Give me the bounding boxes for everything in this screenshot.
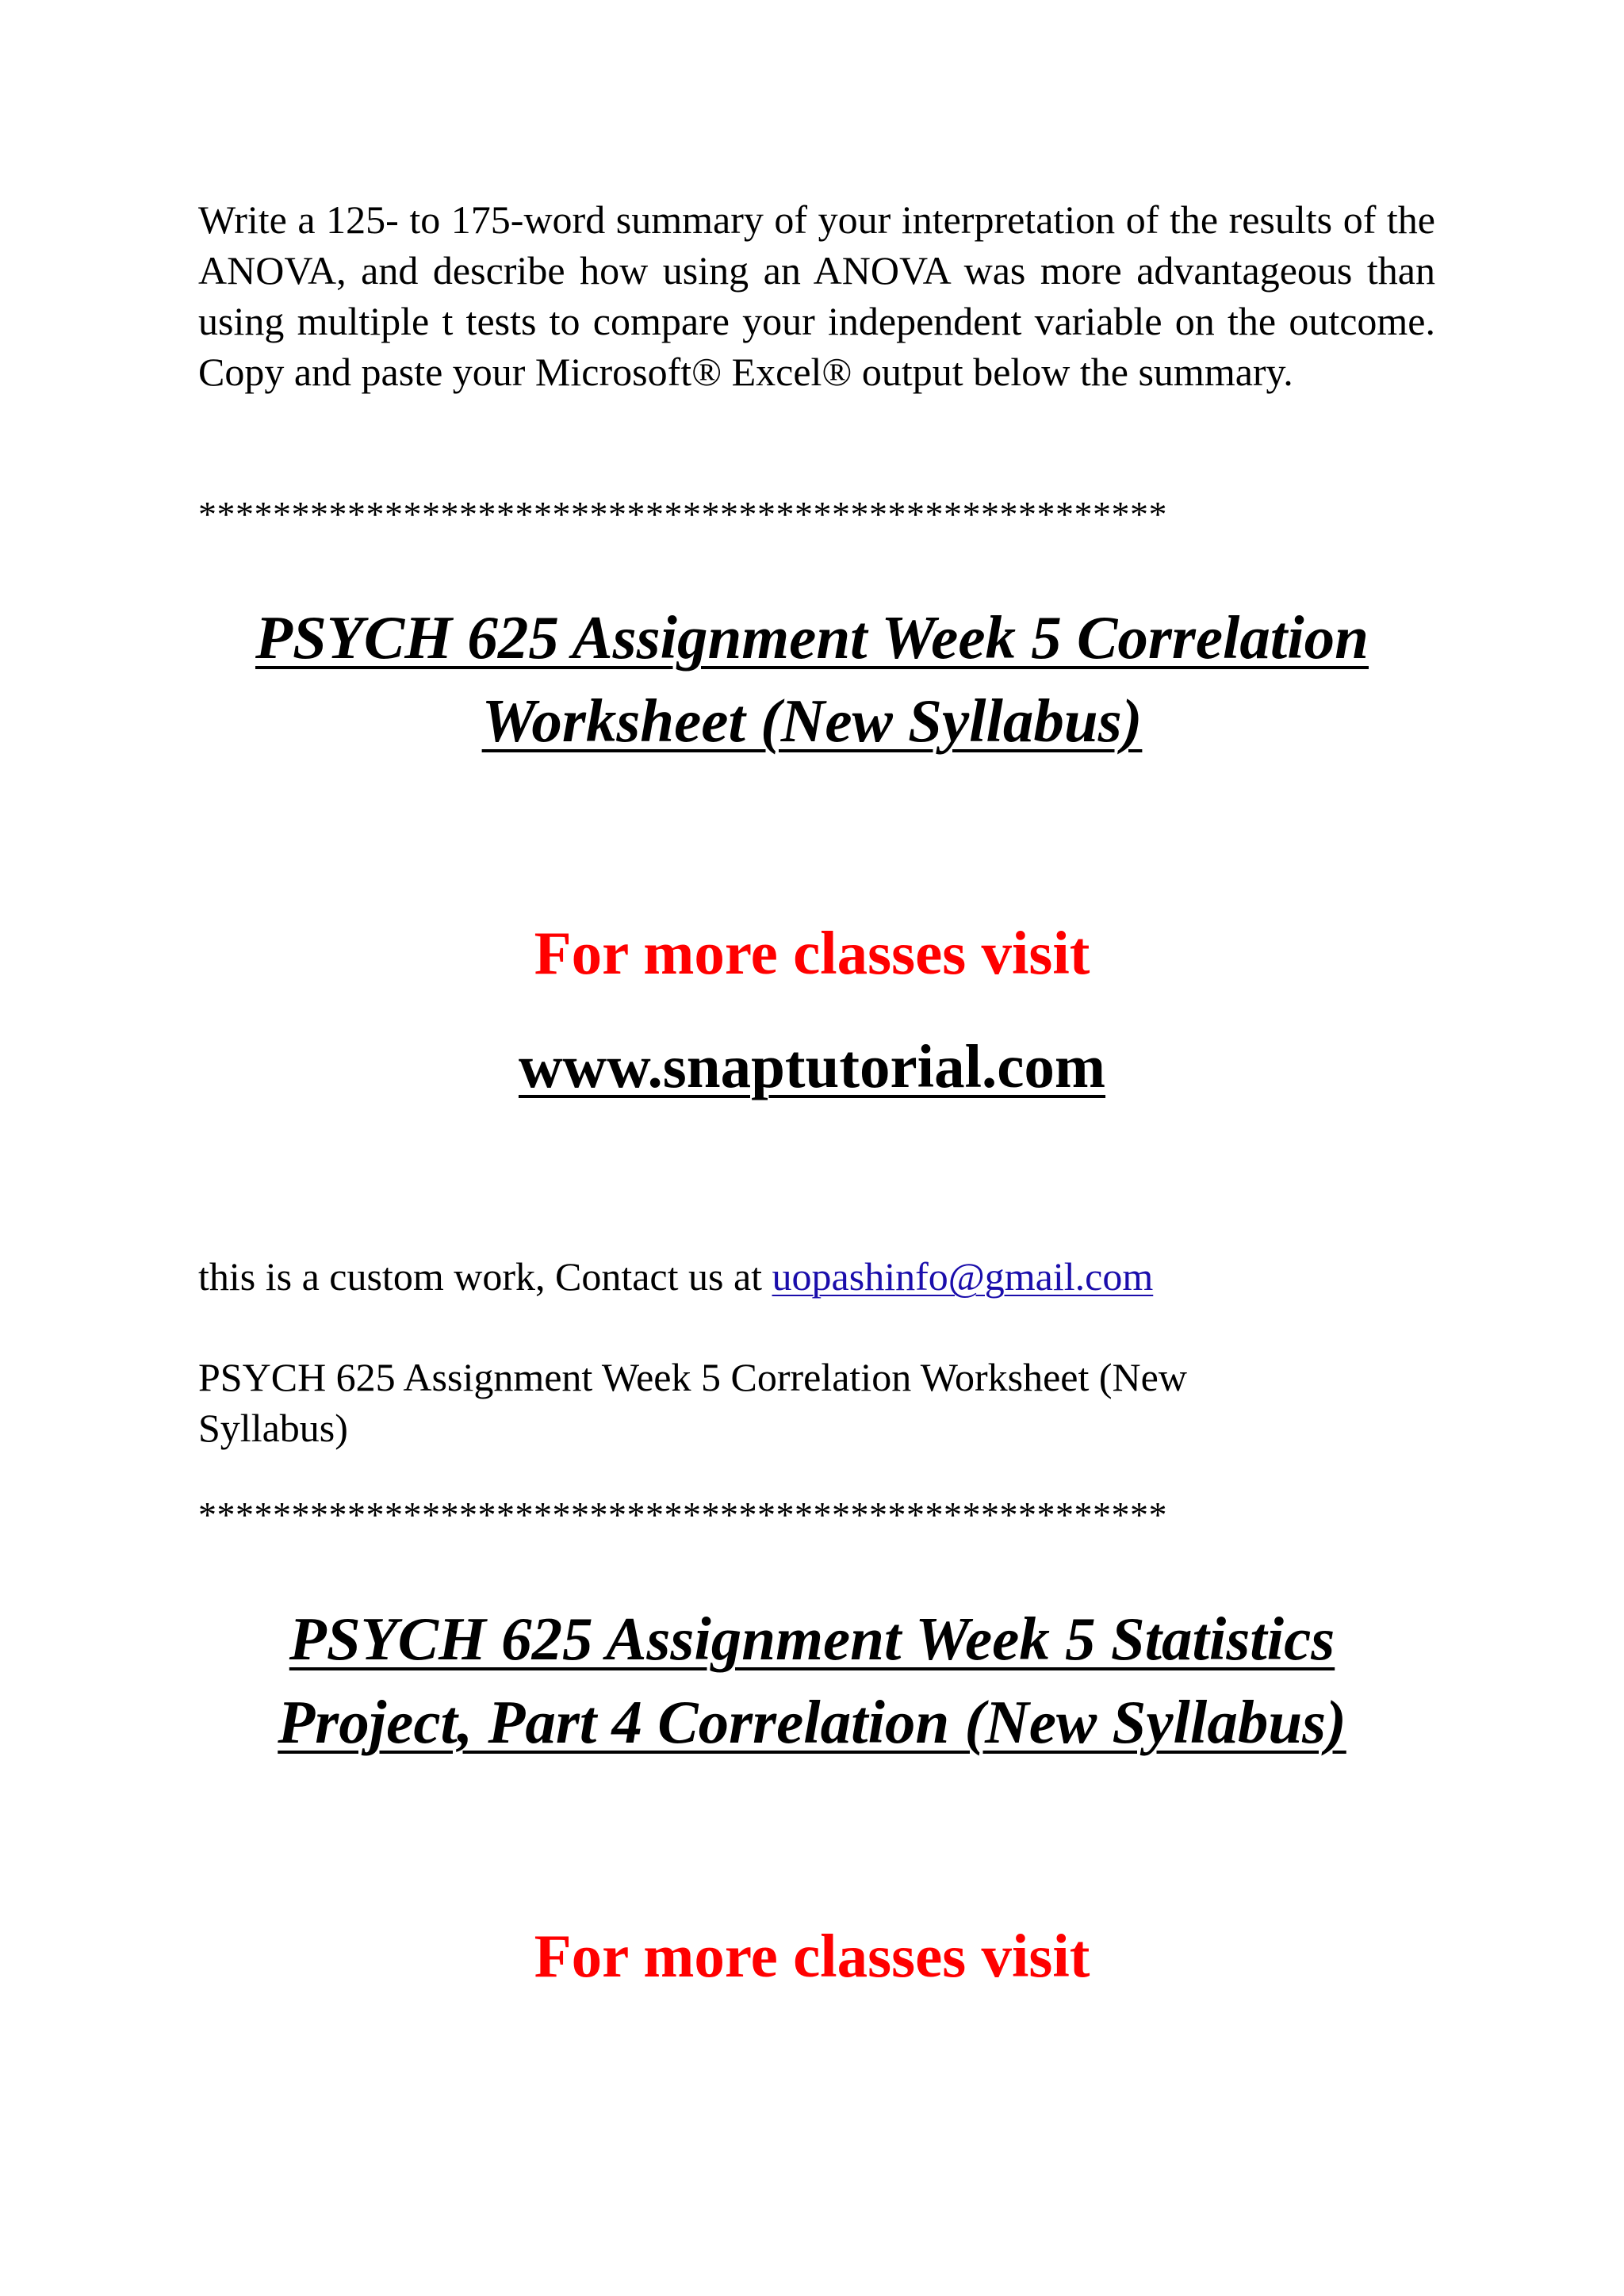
section1-site-link[interactable]: www.snaptutorial.com	[518, 1032, 1106, 1100]
section2-title-line1: PSYCH 625 Assignment Week 5 Statistics	[289, 1605, 1335, 1673]
separator-1: ****************************************************	[198, 494, 1167, 534]
section1-promo-text: For more classes visit	[534, 919, 1090, 987]
contact-prefix: this is a custom work, Contact us at	[198, 1254, 772, 1299]
intro-paragraph: Write a 125- to 175-word summary of your interpretation of the results of the ANOVA, and describe how using an ANOVA was more advantageous than using multiple t tests to compare your independent variable on the outcome. Copy and paste your Microsoft® Excel® output below the summary.	[198, 197, 1435, 394]
course-description: PSYCH 625 Assignment Week 5 Correlation Worksheet (New Syllabus)	[198, 1355, 1187, 1450]
contact-email-link[interactable]: uopashinfo@gmail.com	[772, 1254, 1154, 1299]
contact-line	[198, 1251, 1435, 1302]
separator-2: ****************************************************	[198, 1494, 1167, 1535]
section2-promo-text: For more classes visit	[534, 1922, 1090, 1990]
section1-title-line2: Worksheet (New Syllabus)	[481, 687, 1143, 755]
section1-title-line1: PSYCH 625 Assignment Week 5 Correlation	[255, 603, 1369, 672]
section2-title-line2: Project, Part 4 Correlation (New Syllabus)	[278, 1688, 1346, 1756]
